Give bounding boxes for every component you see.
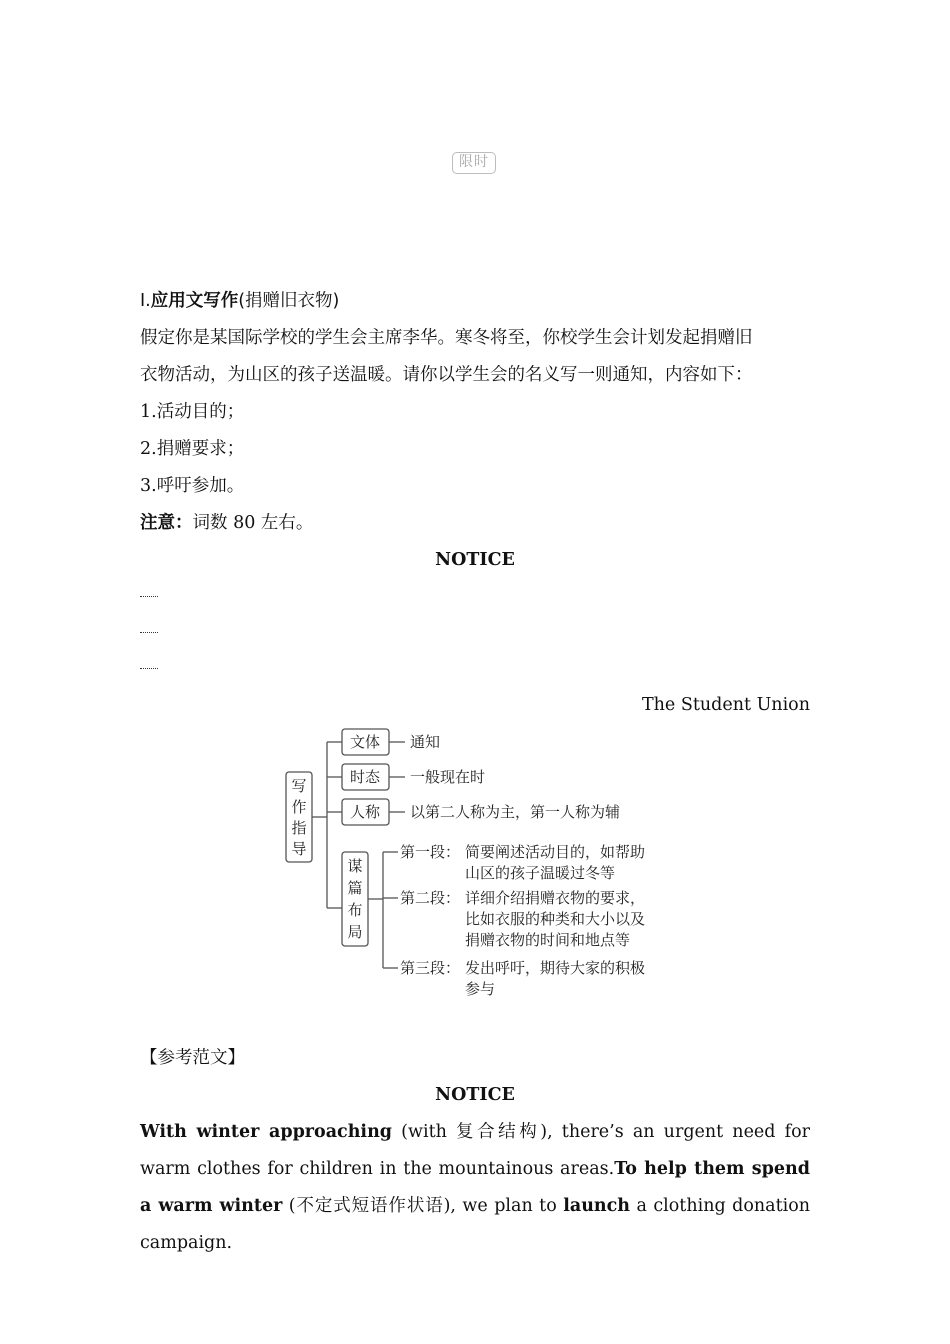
writing-guide-svg (140, 728, 810, 1018)
para2-label: 第二段： (400, 889, 461, 907)
para3-line1: 发出呼吁，期待大家的积极 (465, 959, 646, 977)
root-char-2: 作 (291, 798, 307, 816)
layout-char-2: 篇 (347, 879, 363, 897)
node-desc-person: 以第二人称为主，第一人称为辅 (410, 803, 621, 821)
ref-text-1: (with 复合结构), there’s an urgent need for warm clothes for children in the mountainous areas. (140, 1122, 810, 1179)
reference-heading: 【参考范文】 (140, 1048, 245, 1068)
writing-guide-diagram (140, 728, 810, 1018)
node-desc-tense: 一般现在时 (410, 768, 486, 786)
prompt-item-3: 3.呼吁参加。 (140, 476, 245, 496)
para1-line2: 山区的孩子温暖过冬等 (465, 864, 616, 882)
section-heading (140, 283, 810, 320)
node-desc-style: 通知 (410, 733, 441, 751)
node-label-person: 人称 (349, 803, 381, 821)
para1-line1: 简要阐述活动目的，如帮助 (465, 843, 646, 861)
para3-label: 第三段： (400, 959, 461, 977)
layout-char-4: 局 (347, 923, 363, 941)
root-char-3: 指 (291, 819, 307, 837)
para2-line2: 比如衣服的种类和大小以及 (465, 910, 646, 928)
writing-blank-line-1[interactable] (140, 579, 810, 615)
root-char-1: 写 (291, 777, 307, 795)
para2-line1: 详细介绍捐赠衣物的要求， (465, 889, 646, 907)
ref-bold-phrase-1: With winter approaching (140, 1122, 393, 1142)
node-label-style: 文体 (349, 733, 381, 751)
document-body (140, 283, 810, 1262)
reference-paragraph-1 (140, 1114, 810, 1262)
layout-char-1: 谋 (347, 857, 363, 875)
prompt-note (140, 505, 810, 542)
ref-text-2: (不定式短语作状语), we plan to (282, 1196, 564, 1216)
writing-blank-line-3[interactable] (140, 651, 810, 687)
notice-signature: The Student Union (641, 695, 810, 715)
para1-label: 第一段： (400, 843, 461, 861)
prompt-item-2: 2.捐赠要求； (140, 439, 245, 459)
note-label: 注意： (140, 513, 193, 533)
ref-text-3: a clothing donation campaign. (140, 1196, 811, 1253)
ref-bold-phrase-3: launch (563, 1196, 631, 1216)
node-label-tense: 时态 (349, 768, 381, 786)
section-numeral: Ⅰ. (140, 291, 151, 311)
writing-blank-line-2[interactable] (140, 615, 810, 651)
section-subtitle: (捐赠旧衣物) (238, 291, 340, 311)
root-char-4: 导 (291, 840, 307, 858)
note-text: 词数 80 左右。 (192, 513, 314, 533)
time-limit-badge: 限时 (452, 152, 496, 174)
section-title: 应用文写作 (150, 291, 239, 311)
layout-char-3: 布 (347, 901, 363, 919)
prompt-line-2: 衣物活动，为山区的孩子送温暖。请你以学生会的名义写一则通知，内容如下： (140, 365, 753, 385)
reference-title: NOTICE (435, 1085, 515, 1105)
prompt-item-1: 1.活动目的； (140, 402, 245, 422)
ref-bold-phrase-2: To help them spend a warm winter (140, 1159, 810, 1216)
prompt-line-1: 假定你是某国际学校的学生会主席李华。寒冬将至，你校学生会计划发起捐赠旧 (140, 328, 753, 348)
para2-line3: 捐赠衣物的时间和地点等 (465, 931, 631, 949)
para3-line2: 参与 (465, 980, 496, 998)
notice-title: NOTICE (435, 550, 515, 570)
